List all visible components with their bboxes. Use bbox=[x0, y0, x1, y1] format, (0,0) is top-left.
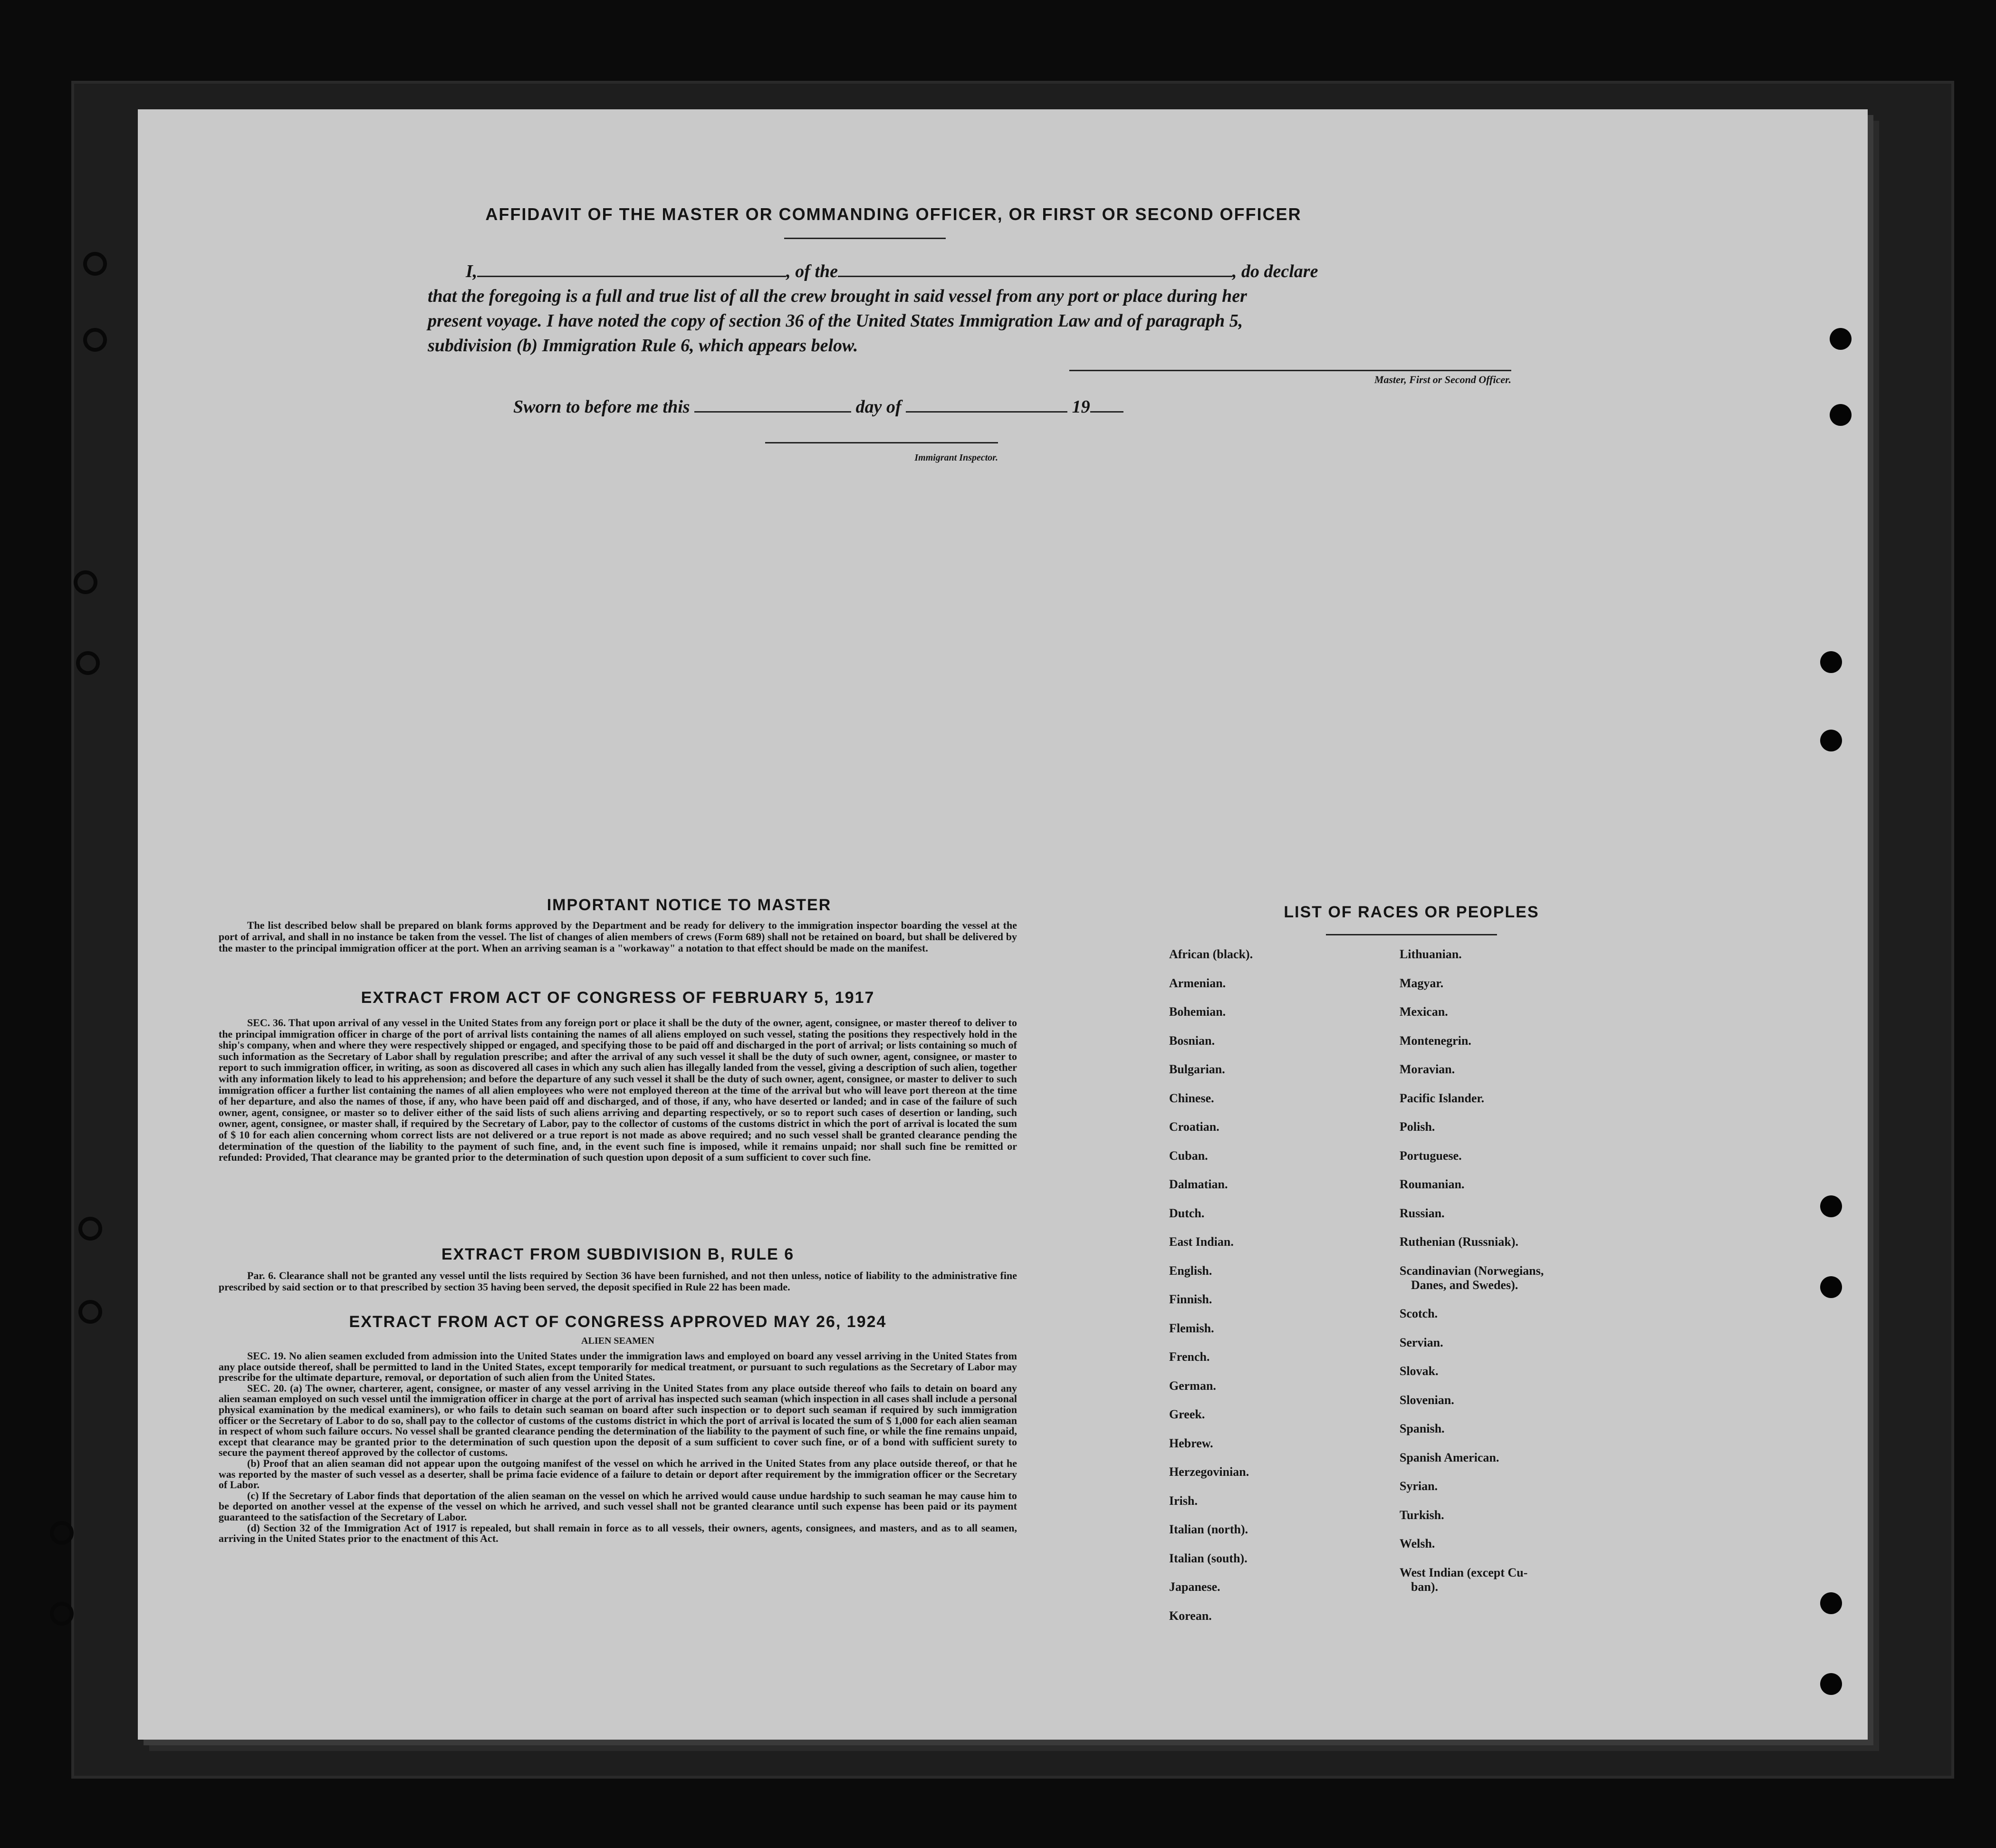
race-item: Bohemian. bbox=[1169, 1005, 1226, 1019]
race-item: Lithuanian. bbox=[1400, 947, 1462, 961]
race-item: English. bbox=[1169, 1263, 1212, 1278]
race-item: ban). bbox=[1411, 1579, 1439, 1594]
race-item: Cuban. bbox=[1169, 1148, 1208, 1163]
race-item: West Indian (except Cu- bbox=[1400, 1565, 1528, 1579]
punch-hole bbox=[78, 1300, 102, 1324]
race-item: Spanish. bbox=[1400, 1422, 1445, 1435]
inspector-label: Immigrant Inspector. bbox=[914, 452, 998, 463]
affidavit-i: I, bbox=[466, 261, 478, 281]
extract-1924-text bbox=[219, 1351, 1017, 1544]
sworn-line bbox=[513, 395, 1226, 419]
subdivision-paragraph: Par. 6. Clearance shall not be granted any vessel until the lists required by Section 36 have been furnished, and not then unless, notice of liability to the administrative fine prescribed by said section or to that prescribed by section 35 having been served, the deposit specified in Rule 22 has been made. bbox=[219, 1270, 1017, 1293]
punch-hole bbox=[78, 1217, 102, 1241]
affidavit-declare: , do declare bbox=[1232, 261, 1318, 281]
race-item: Spanish American. bbox=[1400, 1450, 1499, 1464]
extract-1917-text bbox=[219, 1017, 1017, 1163]
sec-20c-paragraph: (c) If the Secretary of Labor finds that deportation of the alien seaman on the vessel on which he arrived would cause undue hardship to such seaman he may cause him to be deported on another vessel at the expense of the vessel on which he arrived, and such vessel shall not be granted clearance until such expense has been paid or its payment guaranteed to the satisfaction of the Secretary of Labor. bbox=[219, 1489, 1017, 1523]
sworn-year-field[interactable] bbox=[1090, 397, 1123, 413]
subdivision-text bbox=[219, 1270, 1017, 1293]
race-item: Welsh. bbox=[1400, 1537, 1435, 1550]
punch-hole bbox=[1820, 730, 1842, 751]
punch-hole bbox=[1820, 1592, 1842, 1614]
race-item: Croatian. bbox=[1169, 1120, 1219, 1134]
affidavit-line4: subdivision (b) Immigration Rule 6, which appears below. bbox=[428, 336, 858, 356]
punch-hole bbox=[1830, 328, 1852, 350]
race-item: Montenegrin. bbox=[1400, 1033, 1471, 1048]
vessel-field[interactable] bbox=[838, 261, 1232, 277]
extract-1924-subtitle: ALIEN SEAMEN bbox=[581, 1336, 654, 1346]
punch-hole bbox=[1820, 1195, 1842, 1217]
punch-hole bbox=[50, 1602, 74, 1626]
sworn-day-field[interactable] bbox=[694, 397, 851, 413]
race-item: Magyar. bbox=[1400, 976, 1444, 990]
race-item: Slovenian. bbox=[1400, 1393, 1454, 1407]
race-item: Chinese. bbox=[1169, 1091, 1214, 1105]
race-item: Mexican. bbox=[1400, 1005, 1448, 1019]
affidavit-of-the: , of the bbox=[786, 261, 838, 281]
race-item: Dalmatian. bbox=[1169, 1177, 1228, 1191]
race-item: Pacific Islander. bbox=[1400, 1091, 1485, 1105]
sworn-year: 19 bbox=[1072, 397, 1090, 417]
race-item: Scotch. bbox=[1400, 1307, 1438, 1320]
race-item: Japanese. bbox=[1169, 1580, 1220, 1594]
race-item: German. bbox=[1169, 1378, 1216, 1393]
notice-title: IMPORTANT NOTICE TO MASTER bbox=[547, 896, 832, 914]
manifest-page bbox=[138, 109, 1868, 1740]
sec-20a-paragraph: SEC. 20. (a) The owner, charterer, agent, consignee, or master of any vessel arriving in the United States from any place outside thereof who fails to detain on board any alien seaman employed on such vessel until the immigration officer in charge at the port of arrival has inspected such seaman (which inspection in all cases shall include a personal physical examination by the medical examiners), or who fails to detain such seaman on board after such inspection or to deport such seaman if required by such immigration officer or the Secretary of Labor to do so, shall pay to the collector of customs of the customs district in which the port of arrival is located the sum of $ 1,000 for each alien seaman in respect of whom such failure occurs. No vessel shall be granted clearance pending the determination of the liability to the payment of such fine, or while the fine remains unpaid, except that clearance may be granted prior to the determination of such question upon the deposit of a sum sufficient to cover such fine, or of a bond with sufficient surety to secure the payment thereof approved by the collector of customs. bbox=[219, 1382, 1017, 1459]
race-item: Bulgarian. bbox=[1169, 1062, 1225, 1076]
race-item: Ruthenian (Russniak). bbox=[1400, 1235, 1518, 1249]
extract-1917-title: EXTRACT FROM ACT OF CONGRESS OF FEBRUARY 5, 1917 bbox=[361, 989, 875, 1007]
extract-1924-title: EXTRACT FROM ACT OF CONGRESS APPROVED MAY 26, 1924 bbox=[349, 1313, 887, 1331]
race-item: Portuguese. bbox=[1400, 1148, 1462, 1163]
sworn-day-of: day of bbox=[855, 397, 902, 417]
races-column-2 bbox=[1400, 947, 1666, 1608]
race-item: East Indian. bbox=[1169, 1235, 1234, 1249]
race-item: African (black). bbox=[1169, 947, 1253, 961]
signature-line[interactable] bbox=[1069, 370, 1511, 371]
races-column-1 bbox=[1169, 947, 1369, 1637]
divider bbox=[784, 238, 946, 239]
divider bbox=[1326, 934, 1497, 935]
sworn-label: Sworn to before me this bbox=[513, 397, 690, 417]
punch-hole bbox=[1820, 1276, 1842, 1298]
sworn-month-field[interactable] bbox=[906, 397, 1067, 413]
punch-hole bbox=[1820, 651, 1842, 673]
race-item: Syrian. bbox=[1400, 1479, 1438, 1493]
race-item: French. bbox=[1169, 1350, 1210, 1364]
extract-1917-paragraph: SEC. 36. That upon arrival of any vessel in the United States from any foreign port or place it shall be the duty of the owner, agent, consignee, or master thereof to deliver to the principal immigration officer in charge of the port of arrival lists containing the names of all aliens employed on such vessel, stating the positions they respectively hold in the ship's company, when and where they were respectively shipped or engaged, and specifying those to be paid off and discharged in the port of arrival; or lists containing so much of such information as the Secretary of Labor shall by regulation prescribe; and after the arrival of any such vessel it shall be the duty of such owner, agent, consignee, or master to report to such immigration officer, in writing, as soon as discovered all cases in which any such alien has illegally landed from the vessel, giving a description of such alien, together with any information likely to lead to his apprehension; and before the departure of any such vessel it shall be the duty of such owner, agent, consignee, or master to deliver to such immigration officer a further list containing the names of all alien employees who were not employed thereon at the time of the arrival but who will leave port thereon at the time of her departure, and also the names of those, if any, who have been paid off and discharged, and of those, if any, who have deserted or landed; and in case of the failure of such owner, agent, consignee, or master so to deliver either of the said lists of such aliens arriving and departing respectively, or so to report such cases of desertion or landing, such owner, agent, consignee, or master shall, if required by the Secretary of Labor, pay to the collector of customs of the customs district in which the port of arrival is located the sum of $ 10 for each alien concerning whom correct lists are not delivered or a true report is not made as above required; and no such vessel shall be granted clearance pending the determination of the question of the liability to the payment of such fine, and, in the event such fine is imposed, while it remains unpaid; nor shall such fine be remitted or refunded: Provided, That clearance may be granted prior to the determination of such question upon deposit of a sum sufficient to cover such fine. bbox=[219, 1017, 1017, 1164]
name-field[interactable] bbox=[477, 261, 786, 277]
race-item: Italian (south). bbox=[1169, 1551, 1248, 1565]
punch-hole bbox=[50, 1521, 74, 1545]
race-item: Russian. bbox=[1400, 1206, 1445, 1220]
race-item: Danes, and Swedes). bbox=[1411, 1278, 1518, 1292]
race-item: Bosnian. bbox=[1169, 1033, 1215, 1048]
punch-hole bbox=[1830, 404, 1852, 426]
punch-hole bbox=[83, 328, 107, 352]
notice-text bbox=[219, 920, 1017, 954]
sec-20d-paragraph: (d) Section 32 of the Immigration Act of 1917 is repealed, but shall remain in force as to all vessels, their owners, agents, consignees, and masters, and as to all seamen, arriving in the United States prior to the enactment of this Act. bbox=[219, 1521, 1017, 1545]
race-item: Dutch. bbox=[1169, 1206, 1205, 1220]
sec-19-paragraph: SEC. 19. No alien seamen excluded from admission into the United States under the immigration laws and employed on board any vessel arriving in the United States from any place outside thereof, shall be permitted to land in the United States, except temporarily for medical treatment, or pursuant to such regulations as the Secretary of Labor may prescribe for the ultimate departure, removal, or deportation of such alien from the United States. bbox=[219, 1350, 1017, 1384]
race-item: Moravian. bbox=[1400, 1062, 1455, 1076]
master-signature-label: Master, First or Second Officer. bbox=[1374, 374, 1511, 385]
race-item: Armenian. bbox=[1169, 976, 1226, 990]
punch-hole bbox=[76, 651, 100, 675]
race-item: Scandinavian (Norwegians, bbox=[1400, 1263, 1544, 1278]
punch-hole bbox=[83, 252, 107, 276]
punch-hole bbox=[74, 570, 97, 594]
race-item: Greek. bbox=[1169, 1407, 1205, 1421]
race-item: Roumanian. bbox=[1400, 1177, 1465, 1191]
affidavit-statement bbox=[428, 259, 1511, 358]
race-item: Slovak. bbox=[1400, 1364, 1439, 1378]
affidavit-title: AFFIDAVIT OF THE MASTER OR COMMANDING OFFICER, OR FIRST OR SECOND OFFICER bbox=[485, 204, 1302, 224]
race-item: Korean. bbox=[1169, 1608, 1212, 1623]
inspector-signature-line[interactable] bbox=[765, 442, 998, 443]
race-item: Herzegovinian. bbox=[1169, 1465, 1249, 1479]
race-item: Turkish. bbox=[1400, 1508, 1444, 1522]
race-item: Finnish. bbox=[1169, 1292, 1212, 1306]
punch-hole bbox=[1820, 1673, 1842, 1695]
race-item: Flemish. bbox=[1169, 1321, 1214, 1335]
affidavit-line3: present voyage. I have noted the copy of section 36 of the United States Immigration Law and of paragraph 5, bbox=[428, 311, 1243, 331]
race-item: Irish. bbox=[1169, 1493, 1198, 1508]
notice-paragraph: The list described below shall be prepared on blank forms approved by the Department and be ready for delivery to the immigration inspector boarding the vessel at the port of arrival, and shall in no instance be taken from the vessel. The list of changes of alien members of crews (Form 689) shall not be retained on board, but shall be delivered by the master to the principal immigration officer at the port. When an arriving seaman is a "workaway" a notation to that effect should be made on the manifest. bbox=[219, 919, 1017, 954]
affidavit-line2: that the foregoing is a full and true list of all the crew brought in said vessel from any port or place during her bbox=[428, 286, 1247, 306]
race-item: Polish. bbox=[1400, 1120, 1435, 1134]
races-title: LIST OF RACES OR PEOPLES bbox=[1284, 903, 1539, 921]
race-item: Servian. bbox=[1400, 1335, 1443, 1349]
race-item: Hebrew. bbox=[1169, 1436, 1213, 1450]
race-item: Italian (north). bbox=[1169, 1522, 1248, 1536]
subdivision-title: EXTRACT FROM SUBDIVISION B, RULE 6 bbox=[441, 1245, 795, 1263]
sec-20b-paragraph: (b) Proof that an alien seaman did not appear upon the outgoing manifest of the vessel on which he arrived in the United States from any place outside thereof, or that he was reported by the master of such vessel as a deserter, shall be prima facie evidence of a failure to detain or deport after requirement by the immigration officer or the Secretary of Labor. bbox=[219, 1457, 1017, 1491]
